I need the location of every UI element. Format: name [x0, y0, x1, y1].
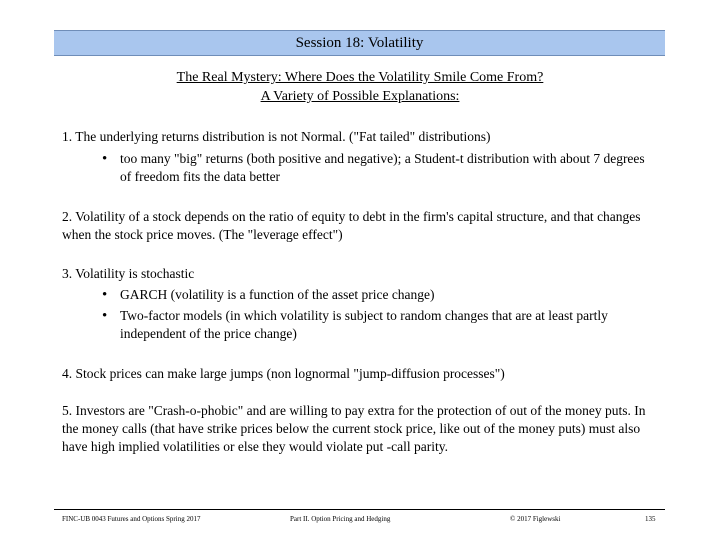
- subtitle-line-2: A Variety of Possible Explanations:: [260, 89, 460, 104]
- bullet-icon: •: [102, 151, 108, 167]
- point-1-bullet-1: [102, 150, 647, 186]
- footer-course: FINC-UB 0043 Futures and Options Spring 2017: [62, 515, 201, 523]
- bullet-icon: •: [102, 287, 108, 303]
- point-5: 5. Investors are "Crash-o-phobic" and are willing to pay extra for the protection of out of the money puts. In the money calls (that have strike prices below the current stock price, like out of the money puts) must also have high implied volatilities or else they would violate put -call parity.: [62, 403, 646, 454]
- point-4: 4. Stock prices can make large jumps (non lognormal "jump-diffusion processes"): [62, 366, 505, 381]
- slide-title: Session 18: Volatility: [54, 30, 665, 56]
- point-2: 2. Volatility of a stock depends on the ratio of equity to debt in the firm's capital structure, and that changes when the stock price moves. (The "leverage effect"): [62, 209, 641, 242]
- bullet-icon: •: [102, 308, 108, 324]
- point-1: 1. The underlying returns distribution is not Normal. ("Fat tailed" distributions): [62, 129, 491, 144]
- footer-page-number: 135: [645, 515, 656, 523]
- point-3-bullet-1-text: GARCH (volatility is a function of the asset price change): [120, 287, 435, 302]
- point-3-bullet-2: [102, 307, 662, 343]
- subtitle-line-1: The Real Mystery: Where Does the Volatility Smile Come From?: [176, 70, 544, 85]
- point-3-bullet-1: [102, 286, 662, 304]
- point-3: 3. Volatility is stochastic: [62, 266, 195, 281]
- footer-divider: [54, 509, 665, 510]
- footer-part: Part II. Option Pricing and Hedging: [290, 515, 391, 523]
- point-3-bullet-2-text: Two-factor models (in which volatility is subject to random changes that are at least partly independent of the price change): [120, 308, 608, 341]
- footer-copyright: © 2017 Figlewski: [510, 515, 561, 523]
- point-1-bullet-1-text: too many "big" returns (both positive and negative); a Student-t distribution with about 7 degrees of freedom fits the data better: [120, 151, 645, 184]
